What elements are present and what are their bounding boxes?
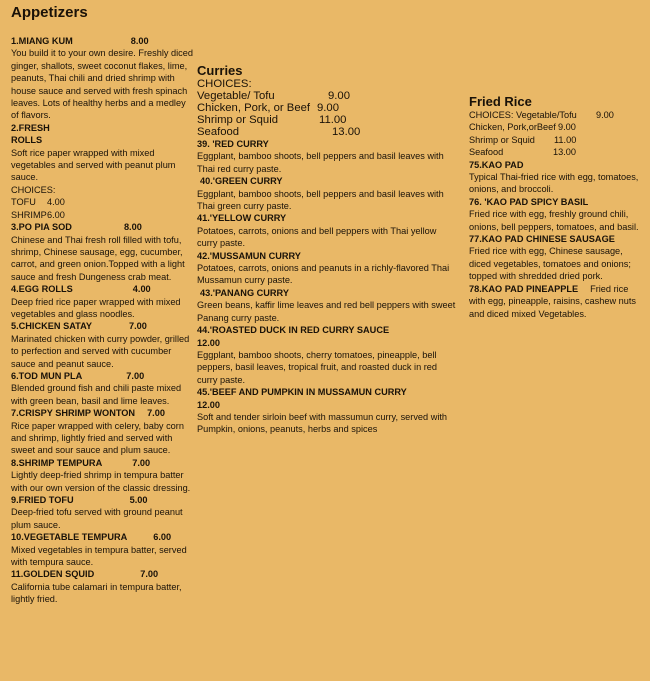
- curries-list: [197, 78, 459, 436]
- item-name: 6.TOD MUN PLA 7.00: [11, 370, 145, 381]
- item-name: 40.'GREEN CURRY: [200, 176, 283, 187]
- menu-item: [469, 196, 647, 233]
- item-name: 77.KAO PAD CHINESE SAUSAGE: [469, 234, 615, 245]
- choice-option: TOFU 4.00: [11, 197, 65, 208]
- menu-item: [197, 250, 459, 287]
- item-name: 39. 'RED CURRY: [197, 139, 269, 149]
- choice-option: Chicken, Pork, or Beef 9.00: [197, 102, 339, 114]
- choice-option: Seafood 13.00: [469, 147, 576, 158]
- item-description: Lightly deep-fried shrimp in tempura batter with our own version of the classic dressing.: [11, 470, 191, 493]
- fried-rice-title: Fried Rice: [469, 94, 532, 109]
- item-description: Eggplant, bamboo shoots, cherry tomatoes, pineapple, bell peppers, basil leaves, tropical fruit, and roasted duck in red curry paste.: [197, 349, 438, 385]
- fried-rice-list: [469, 109, 647, 320]
- menu-item: [11, 35, 194, 122]
- item-name: 76. 'KAO PAD SPICY BASIL: [469, 196, 589, 207]
- item-description: Soft rice paper wrapped with mixed vegetables and served with peanut plum sauce.: [11, 147, 176, 183]
- choice-option: Seafood 13.00: [197, 126, 361, 138]
- item-description: Eggplant, bamboo shoots, bell peppers and basil leaves with Thai green curry paste.: [197, 188, 444, 212]
- item-name: 4.EGG ROLLS 4.00: [11, 284, 151, 295]
- menu-item: [197, 287, 459, 324]
- item-description: Eggplant, bamboo shoots, bell peppers and basil leaves with Thai red curry paste.: [197, 151, 444, 174]
- item-description: Deep fried rice paper wrapped with mixed vegetables and glass noodles.: [11, 296, 181, 319]
- item-description: Potatoes, carrots, onions and bell peppers with Thai yellow curry paste.: [197, 225, 437, 249]
- menu-item: [469, 233, 647, 283]
- choices-header: CHOICES: Vegetable/Tofu 9.00: [469, 110, 614, 120]
- item-description: Typical Thai-fried rice with egg, tomatoes, onions, and broccoli.: [469, 172, 639, 195]
- item-name: 75.KAO PAD: [469, 159, 524, 170]
- choice-option: Vegetable/ Tofu 9.00: [197, 90, 350, 102]
- menu-item: [197, 212, 459, 249]
- appetizers-title: Appetizers: [11, 4, 88, 21]
- menu-item: [11, 221, 194, 283]
- curry-choices: [197, 78, 459, 138]
- item-description: You build it to your own desire. Freshly diced ginger, shallots, sweet coconut flakes, lime, peanuts, Thai chili and dried shrimp with house sauce and served with fresh spinach leaves. Lots of healthy herbs and a medley of flavors.: [11, 48, 193, 121]
- item-description: California tube calamari in tempura batter, lightly fried.: [11, 581, 182, 605]
- item-name: 2.FRESH ROLLS: [11, 122, 50, 146]
- item-name: 10.VEGETABLE TEMPURA 6.00: [11, 532, 172, 543]
- item-name: 43.'PANANG CURRY: [200, 287, 289, 298]
- item-description: Blended ground fish and chili paste mixed with green bean, basil and lime leaves.: [11, 383, 182, 406]
- curries-title: Curries: [197, 63, 243, 78]
- item-description: Deep-fried tofu served with ground peanut plum sauce.: [11, 507, 183, 530]
- item-description: Fried rice with egg, freshly ground chili, onions, bell peppers, tomatoes, and basil.: [469, 209, 639, 232]
- choice-option: Chicken, Pork,orBeef 9.00: [469, 122, 576, 133]
- item-description: 78.KAO PAD PINEAPPLE Fried rice with egg, pineapple, raisins, cashew nuts and diced mixed Vegetables.: [469, 283, 637, 319]
- choices-header: CHOICES:: [197, 78, 252, 90]
- menu-item: [197, 175, 459, 212]
- item-name: 11.GOLDEN SQUID 7.00: [11, 569, 159, 580]
- item-description: Mixed vegetables in tempura batter, served with tempura sauce.: [11, 544, 187, 568]
- item-description: Potatoes, carrots, onions and peanuts in a richly-flavored Thai Mussamun curry paste.: [197, 263, 450, 286]
- item-name: 42.'MUSSAMUN CURRY: [197, 250, 301, 261]
- menu-item: [197, 138, 459, 175]
- choices-header: CHOICES:: [11, 184, 56, 195]
- menu-item: [11, 283, 194, 320]
- item-name: 41.'YELLOW CURRY: [197, 213, 287, 224]
- choice-option: Shrimp or Squid 11.00: [469, 134, 577, 145]
- menu-item: [11, 494, 194, 531]
- menu-item: [11, 122, 194, 221]
- item-name: 44.'ROASTED DUCK IN RED CURRY SAUCE: [197, 325, 390, 336]
- menu-item: [469, 283, 647, 320]
- choice-option: Shrimp or Squid 11.00: [197, 114, 347, 126]
- menu-item: [11, 320, 194, 370]
- item-description: Marinated chicken with curry powder, grilled to perfection and served with cucumber sauce and peanut sauce.: [11, 333, 190, 369]
- item-description: Green beans, kaffir lime leaves and red bell peppers with sweet Panang curry paste.: [197, 300, 456, 323]
- fried-rice-choices: [469, 109, 647, 159]
- item-description: Chinese and Thai fresh roll filled with tofu, shrimp, Chinese sausage, egg, cucumber, carrot, and green onion.Topped with a light sauce and fresh Dungeness crab meat.: [11, 234, 185, 282]
- item-name: 1.MIANG KUM 8.00: [11, 36, 149, 46]
- fresh-roll-choices: [11, 184, 194, 221]
- choice-option: SHRIMP 6.00: [11, 209, 65, 220]
- menu-item: [11, 407, 194, 457]
- item-name: 9.FRIED TOFU 5.00: [11, 495, 148, 506]
- item-name: 45.'BEEF AND PUMPKIN IN MUSSAMUN CURRY: [197, 387, 407, 398]
- menu-item: [11, 531, 194, 568]
- item-price: 12.00: [197, 399, 220, 410]
- item-name: 8.SHRIMP TEMPURA 7.00: [11, 457, 151, 468]
- menu-item: [11, 568, 194, 605]
- item-description: Soft and tender sirloin beef with massumun curry, served with Pumpkin, onions, peanuts, herbs and spices: [197, 411, 448, 435]
- item-name: 3.PO PIA SOD 8.00: [11, 222, 142, 233]
- appetizers-list: [11, 35, 194, 606]
- menu-item: [11, 457, 194, 494]
- item-name: 78.KAO PAD PINEAPPLE: [469, 283, 579, 294]
- menu-item: [11, 370, 194, 407]
- item-name: 7.CRISPY SHRIMP WONTON 7.00: [11, 408, 165, 419]
- menu-item: [197, 386, 459, 436]
- item-name: 5.CHICKEN SATAY 7.00: [11, 321, 147, 332]
- item-description: Rice paper wrapped with celery, baby corn and shrimp, lightly fried and served with sweet and sour sauce and plum sauce.: [11, 420, 184, 456]
- menu-item: [197, 324, 459, 386]
- menu-item: [469, 159, 647, 196]
- item-description: Fried rice with egg, Chinese sausage, diced vegetables, tomatoes and onions; topped with shredded dried pork.: [469, 246, 631, 282]
- item-price: 12.00: [197, 337, 220, 348]
